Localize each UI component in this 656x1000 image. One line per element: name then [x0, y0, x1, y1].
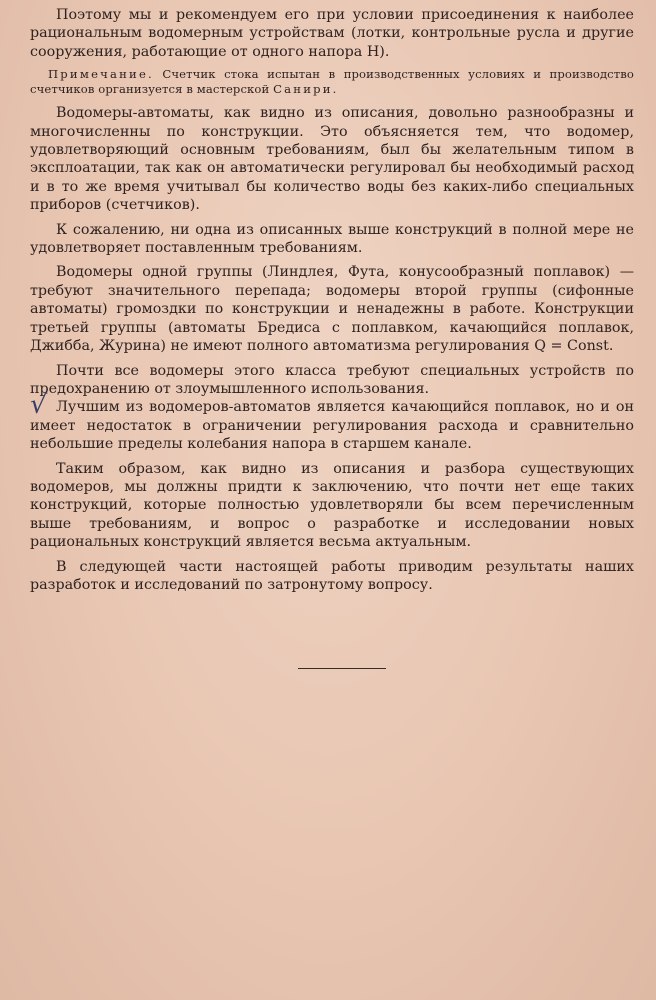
- paragraph-7: Таким образом, как видно из описания и разбора существующих водомеров, мы должны придти к заключению, что почти нет еще таких конструкций, которые полностью удовлетворяли бы всем перечисленным выше требованиям, и вопрос о разработке и исследовании новых рациональных конструкций является весьма актуальным.: [30, 460, 634, 551]
- paragraph-2: Водомеры-автоматы, как видно из описания, довольно разнообразны и многочисленны по конструкции. Это объясняется тем, что водомер, удовлетворяющий основным требованиям, был бы желательным типом в эксплоатации, так как он автоматически регулировал бы необходимый расход и в то же время учитывал бы количество воды без каких-либо специальных приборов (счетчиков).: [30, 105, 634, 214]
- paragraph-1: Поэтому мы и рекомендуем его при условии присоединения к наиболее рациональным водомерным устройствам (лотки, контрольные русла и другие сооружения, работающие от одного напора Н).: [30, 7, 634, 60]
- paragraph-4: Водомеры одной группы (Линдлея, Фута, конусообразный поплавок) — требуют значительного перепада; водомеры второй группы (сифонные автоматы) громоздки по конструкции и ненадежны в работе. Конструкции третьей группы (автоматы Бредиса с поплавком, качающийся поплавок, Джибба, Журина) не имеют полного автоматизма регулирования Q = Const.: [30, 264, 634, 355]
- note: [30, 67, 634, 96]
- section-end-rule: [298, 668, 386, 669]
- note-text: Счетчик стока испытан в производственных условиях и производство счетчиков организуется в мастерской: [30, 67, 634, 96]
- paragraph-5: Почти все водомеры этого класса требуют специальных устройств по предохранению от злоумышленного использования.: [30, 362, 634, 397]
- paragraph-8: В следующей части настоящей работы приводим результаты наших разработок и исследований по затронутому вопросу.: [30, 558, 634, 593]
- paragraph-6: Лучшим из водомеров-автоматов является качающийся поплавок, но и он имеет недостаток в ограничении регулирования расхода и сравнительно небольшие пределы колебания напора в старшем канале.: [30, 399, 634, 453]
- page-text: [30, 6, 634, 594]
- paragraph-3: К сожалению, ни одна из описанных выше конструкций в полной мере не удовлетворяет поставленным требованиям.: [30, 221, 634, 257]
- note-label: Примечание.: [48, 67, 154, 82]
- handwritten-check-mark-icon: √: [28, 389, 48, 421]
- note-place: Санири.: [273, 81, 339, 96]
